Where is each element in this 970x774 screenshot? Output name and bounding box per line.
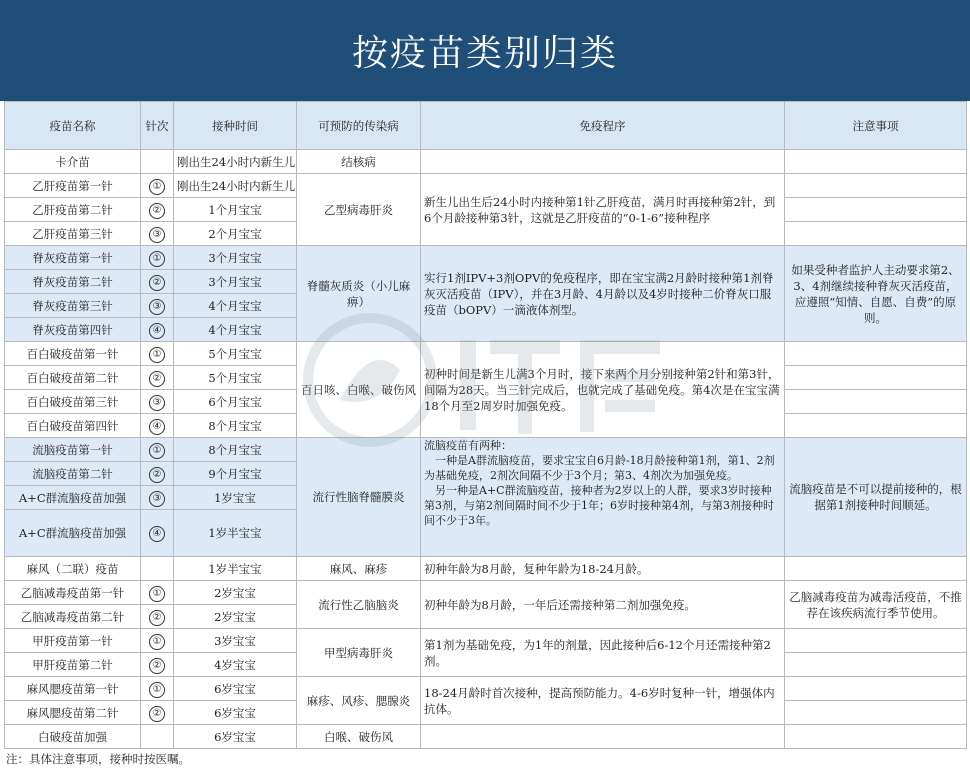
program-cell: 18-24月龄时首次接种，提高预防能力。4-6岁时复种一针，增强体内抗体。 — [421, 677, 785, 725]
dose-number: ③ — [141, 222, 174, 246]
vaccine-time: 3个月宝宝 — [174, 246, 297, 270]
dose-number: ② — [141, 605, 174, 629]
program-cell — [421, 725, 785, 749]
program-cell: 实行1剂IPV+3剂OPV的免疫程序，即在宝宝满2月龄时接种第1剂脊灰灭活疫苗（IPV），并在3月龄、4月龄以及4岁时接种二价脊灰口服疫苗（bOPV）一滴液体剂型。 — [421, 246, 785, 342]
notes-cell: 如果受种者监护人主动要求第2、3、4剂继续接种脊灰灭活疫苗，应遵照“知情、自愿、自费”的原则。 — [785, 246, 967, 342]
notes-cell — [785, 725, 967, 749]
notes-cell — [785, 390, 967, 414]
table-row — [5, 174, 967, 198]
vaccine-time: 4个月宝宝 — [174, 294, 297, 318]
notes-cell — [785, 653, 967, 677]
table-row — [5, 342, 967, 366]
notes-cell — [785, 701, 967, 725]
vaccine-time: 1岁半宝宝 — [174, 510, 297, 557]
vaccine-name: 脊灰疫苗第二针 — [5, 270, 141, 294]
notes-cell — [785, 557, 967, 581]
vaccine-name: 麻风（二联）疫苗 — [5, 557, 141, 581]
disease-cell: 结核病 — [297, 150, 421, 174]
col-header-dose: 针次 — [141, 102, 174, 150]
dose-number: ① — [141, 581, 174, 605]
page-title: 按疫苗类别归类 — [0, 0, 970, 101]
dose-number — [141, 557, 174, 581]
vaccine-time: 2个月宝宝 — [174, 222, 297, 246]
notes-cell: 流脑疫苗是不可以提前接种的，根据第1剂接种时间顺延。 — [785, 438, 967, 557]
vaccine-name: 白破疫苗加强 — [5, 725, 141, 749]
vaccine-name: 脊灰疫苗第三针 — [5, 294, 141, 318]
vaccine-time: 2岁宝宝 — [174, 581, 297, 605]
disease-cell: 乙型病毒肝炎 — [297, 174, 421, 246]
vaccine-name: 麻风腮疫苗第一针 — [5, 677, 141, 701]
vaccine-time: 6岁宝宝 — [174, 725, 297, 749]
col-header-program: 免疫程序 — [421, 102, 785, 150]
program-cell: 初种年龄为8月龄，复种年龄为18-24月龄。 — [421, 557, 785, 581]
vaccine-time: 9个月宝宝 — [174, 462, 297, 486]
notes-cell — [785, 629, 967, 653]
vaccine-name: 流脑疫苗第一针 — [5, 438, 141, 462]
program-cell: 初种时间是新生儿满3个月时，接下来两个月分别接种第2针和第3针，间隔为28天。当三针完成后，也就完成了基础免疫。第4次是在宝宝满18个月至2周岁时加强免疫。 — [421, 342, 785, 438]
dose-number: ② — [141, 366, 174, 390]
vaccine-time: 5个月宝宝 — [174, 342, 297, 366]
dose-number — [141, 150, 174, 174]
dose-number: ② — [141, 198, 174, 222]
disease-cell: 麻疹、风疹、腮腺炎 — [297, 677, 421, 725]
dose-number: ② — [141, 270, 174, 294]
vaccine-time: 1个月宝宝 — [174, 198, 297, 222]
vaccine-time: 3岁宝宝 — [174, 629, 297, 653]
program-cell: 新生儿出生后24小时内接种第1针乙肝疫苗，满月时再接种第2针，到6个月龄接种第3针，这就是乙肝疫苗的“0-1-6”接种程序 — [421, 174, 785, 246]
dose-number: ① — [141, 342, 174, 366]
notes-cell — [785, 366, 967, 390]
dose-number: ① — [141, 174, 174, 198]
program-cell: 初种年龄为8月龄，一年后还需接种第二剂加强免疫。 — [421, 581, 785, 629]
table-row — [5, 581, 967, 605]
vaccine-name: 脊灰疫苗第四针 — [5, 318, 141, 342]
vaccine-time: 6个月宝宝 — [174, 390, 297, 414]
header-row — [5, 102, 967, 150]
disease-cell: 脊髓灰质炎（小儿麻痹） — [297, 246, 421, 342]
dose-number: ④ — [141, 318, 174, 342]
dose-number: ③ — [141, 486, 174, 510]
dose-number: ④ — [141, 510, 174, 557]
vaccine-time: 4岁宝宝 — [174, 653, 297, 677]
vaccine-name: 甲肝疫苗第二针 — [5, 653, 141, 677]
program-cell: 流脑疫苗有两种： 一种是A群流脑疫苗，要求宝宝自6月龄-18月龄接种第1剂，第1、2剂为基础免疫，2剂次间隔不少于3个月；第3、4剂次为加强免疫。 另一种是A+C群流脑疫苗，接种者为2岁以上的人群，要求3岁时接种第3剂，与第2剂间隔时间不少于1年；6岁时接种第4剂，与第3剂接种时间不少于3年。 — [421, 438, 785, 557]
vaccine-name: 麻风腮疫苗第二针 — [5, 701, 141, 725]
vaccine-time: 1岁半宝宝 — [174, 557, 297, 581]
disease-cell: 甲型病毒肝炎 — [297, 629, 421, 677]
col-header-notes: 注意事项 — [785, 102, 967, 150]
dose-number: ② — [141, 701, 174, 725]
dose-number — [141, 725, 174, 749]
vaccine-name: A+C群流脑疫苗加强 — [5, 510, 141, 557]
dose-number: ③ — [141, 294, 174, 318]
disease-cell: 白喉、破伤风 — [297, 725, 421, 749]
vaccine-name: 百白破疫苗第三针 — [5, 390, 141, 414]
table-row — [5, 150, 967, 174]
vaccine-name: 百白破疫苗第二针 — [5, 366, 141, 390]
disease-cell: 流行性脑脊髓膜炎 — [297, 438, 421, 557]
program-cell: 第1剂为基础免疫，为1年的剂量，因此接种后6-12个月还需接种第2剂。 — [421, 629, 785, 677]
col-header-disease: 可预防的传染病 — [297, 102, 421, 150]
notes-cell — [785, 150, 967, 174]
dose-number: ④ — [141, 414, 174, 438]
vaccine-name: 脊灰疫苗第一针 — [5, 246, 141, 270]
program-cell — [421, 150, 785, 174]
notes-cell — [785, 342, 967, 366]
notes-cell — [785, 174, 967, 198]
disease-cell: 流行性乙脑脑炎 — [297, 581, 421, 629]
vaccine-name: 百白破疫苗第四针 — [5, 414, 141, 438]
vaccine-time: 刚出生24小时内新生儿 — [174, 174, 297, 198]
col-header-time: 接种时间 — [174, 102, 297, 150]
vaccine-time: 5个月宝宝 — [174, 366, 297, 390]
vaccine-time: 8个月宝宝 — [174, 414, 297, 438]
dose-number: ① — [141, 438, 174, 462]
vaccine-time: 6岁宝宝 — [174, 677, 297, 701]
vaccine-time: 4个月宝宝 — [174, 318, 297, 342]
dose-number: ② — [141, 653, 174, 677]
vaccine-name: A+C群流脑疫苗加强 — [5, 486, 141, 510]
vaccine-time: 2岁宝宝 — [174, 605, 297, 629]
notes-cell — [785, 414, 967, 438]
notes-cell — [785, 198, 967, 222]
vaccine-name: 乙肝疫苗第一针 — [5, 174, 141, 198]
table-row — [5, 725, 967, 749]
disease-cell: 麻风、麻疹 — [297, 557, 421, 581]
dose-number: ③ — [141, 390, 174, 414]
col-header-name: 疫苗名称 — [5, 102, 141, 150]
vaccine-name: 卡介苗 — [5, 150, 141, 174]
table-row — [5, 629, 967, 653]
table-row — [5, 677, 967, 701]
vaccine-table — [4, 101, 967, 749]
disease-cell: 百日咳、白喉、破伤风 — [297, 342, 421, 438]
vaccine-time: 1岁宝宝 — [174, 486, 297, 510]
notes-cell — [785, 222, 967, 246]
vaccine-time: 8个月宝宝 — [174, 438, 297, 462]
dose-number: ② — [141, 462, 174, 486]
vaccine-name: 乙脑减毒疫苗第二针 — [5, 605, 141, 629]
table-row — [5, 438, 967, 462]
vaccine-time: 3个月宝宝 — [174, 270, 297, 294]
vaccine-time: 6岁宝宝 — [174, 701, 297, 725]
dose-number: ① — [141, 629, 174, 653]
vaccine-name: 甲肝疫苗第一针 — [5, 629, 141, 653]
table-row — [5, 246, 967, 270]
vaccine-name: 乙肝疫苗第三针 — [5, 222, 141, 246]
notes-cell: 乙脑减毒疫苗为减毒活疫苗，不推荐在该疾病流行季节使用。 — [785, 581, 967, 629]
vaccine-name: 百白破疫苗第一针 — [5, 342, 141, 366]
vaccine-time: 刚出生24小时内新生儿 — [174, 150, 297, 174]
vaccine-name: 流脑疫苗第二针 — [5, 462, 141, 486]
footer-note: 注：具体注意事项，接种时按医嘱。 — [6, 752, 190, 766]
vaccine-name: 乙肝疫苗第二针 — [5, 198, 141, 222]
vaccine-name: 乙脑减毒疫苗第一针 — [5, 581, 141, 605]
dose-number: ① — [141, 677, 174, 701]
table-row — [5, 557, 967, 581]
dose-number: ① — [141, 246, 174, 270]
notes-cell — [785, 677, 967, 701]
